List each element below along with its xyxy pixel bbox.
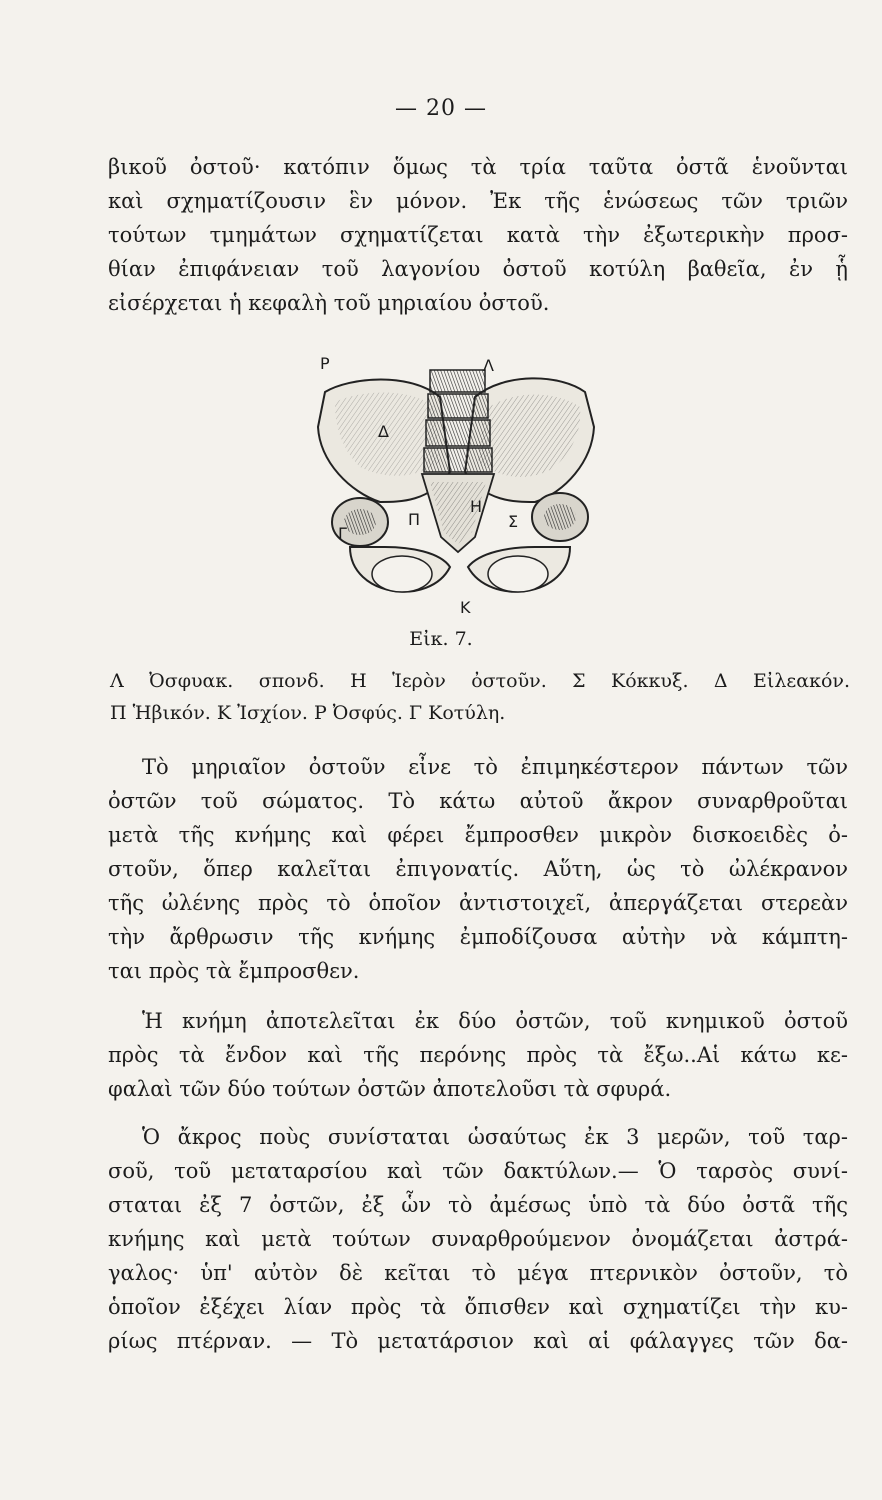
text-line: τούτων τμημάτων σχηματίζεται κατὰ τὴν ἐξωτερικὴν προσ-: [108, 223, 848, 247]
text-line: τῆς ὠλένης πρὸς τὸ ὁποῖον ἀντιστοιχεῖ, ἀπεργάζεται στερεὰν: [108, 891, 848, 915]
label-Lambda: Λ: [483, 356, 494, 375]
legend-line: Π Ἡβικόν. Κ Ἰσχίον. Ρ Ὀσφύς. Γ Κοτύλη.: [110, 702, 506, 724]
text-line: καὶ σχηματίζουσιν ἓν μόνον. Ἐκ τῆς ἑνώσεως τῶν τριῶν: [108, 189, 848, 213]
label-Delta: Δ: [378, 422, 389, 441]
text-line: Τὸ μηριαῖον ὀστοῦν εἶνε τὸ ἐπιμηκέστερον πάντων τῶν: [142, 755, 848, 779]
text-line: φαλαὶ τῶν δύο τούτων ὀστῶν ἀποτελοῦσι τὰ σφυρά.: [108, 1077, 672, 1101]
text-line: μετὰ τῆς κνήμης καὶ φέρει ἔμπροσθεν μικρὸν δισκοειδὲς ὀ-: [108, 823, 848, 847]
figure-caption: Εἰκ. 7.: [409, 628, 473, 650]
text-line: στοῦν, ὅπερ καλεῖται ἐπιγονατίς. Αὕτη, ὡς τὸ ὠλέκρανον: [108, 857, 848, 881]
text-line: σοῦ, τοῦ μεταταρσίου καὶ τῶν δακτύλων.— Ὁ ταρσὸς συνί-: [108, 1159, 848, 1183]
pelvis-drawing: [290, 352, 620, 622]
label-Pi: Π: [408, 510, 421, 529]
figure-legend: [110, 665, 850, 729]
text-line: βικοῦ ὀστοῦ· κατόπιν ὅμως τὰ τρία ταῦτα ὀστᾶ ἑνοῦνται: [108, 155, 848, 179]
label-Eta: Η: [470, 497, 483, 516]
text-line: γαλος· ὑπ' αὐτὸν δὲ κεῖται τὸ μέγα πτερνικὸν ὀστοῦν, τὸ: [108, 1261, 848, 1285]
text-line: εἰσέρχεται ἡ κεφαλὴ τοῦ μηριαίου ὀστοῦ.: [108, 291, 550, 315]
text-line: ρίως πτέρναν. — Τὸ μετατάρσιον καὶ αἱ φάλαγγες τῶν δα-: [108, 1329, 848, 1353]
text-line: Ἡ κνήμη ἀποτελεῖται ἐκ δύο ὀστῶν, τοῦ κνημικοῦ ὀστοῦ: [142, 1009, 848, 1033]
paragraph-pelvis: [108, 150, 848, 320]
label-Kappa: Κ: [460, 598, 471, 617]
text-line: ὁποῖον ἐξέχει λίαν πρὸς τὰ ὄπισθεν καὶ σχηματίζει τὴν κυ-: [108, 1295, 848, 1319]
paragraph-foot: [108, 1120, 848, 1358]
paragraph-tibia: [108, 1004, 848, 1106]
text-line: θίαν ἐπιφάνειαν τοῦ λαγονίου ὀστοῦ κοτύλη βαθεῖα, ἐν ᾗ: [108, 257, 848, 281]
page-number: — 20 —: [395, 96, 487, 121]
paragraph-femur: [108, 750, 848, 988]
text-line: πρὸς τὰ ἔνδον καὶ τῆς περόνης πρὸς τὰ ἔξω..Αἱ κάτω κε-: [108, 1043, 848, 1067]
label-Gamma: Γ: [338, 524, 347, 543]
text-line: κνήμης καὶ μετὰ τούτων συναρθρούμενον ὀνομάζεται ἀστρά-: [108, 1227, 848, 1251]
text-line: ὀστῶν τοῦ σώματος. Τὸ κάτω αὐτοῦ ἄκρον συναρθροῦται: [108, 789, 848, 813]
text-line: τὴν ἄρθρωσιν τῆς κνήμης ἐμποδίζουσα αὐτὴν νὰ κάμπτη-: [108, 925, 848, 949]
text-line: Ὁ ἄκρος ποὺς συνίσταται ὡσαύτως ἐκ 3 μερῶν, τοῦ ταρ-: [142, 1125, 848, 1149]
text-line: ται πρὸς τὰ ἔμπροσθεν.: [108, 959, 360, 983]
pelvis-illustration: [290, 352, 620, 622]
label-P: Ρ: [320, 354, 330, 373]
text-line: σταται ἐξ 7 ὀστῶν, ἐξ ὧν τὸ ἀμέσως ὑπὸ τὰ δύο ὀστᾶ τῆς: [108, 1193, 848, 1217]
label-Sigma: Σ: [508, 512, 519, 531]
legend-line: Λ Ὀσφυακ. σπονδ. Η Ἱερὸν ὀστοῦν. Σ Κόκκυξ. Δ Εἰλεακόν.: [110, 670, 850, 692]
